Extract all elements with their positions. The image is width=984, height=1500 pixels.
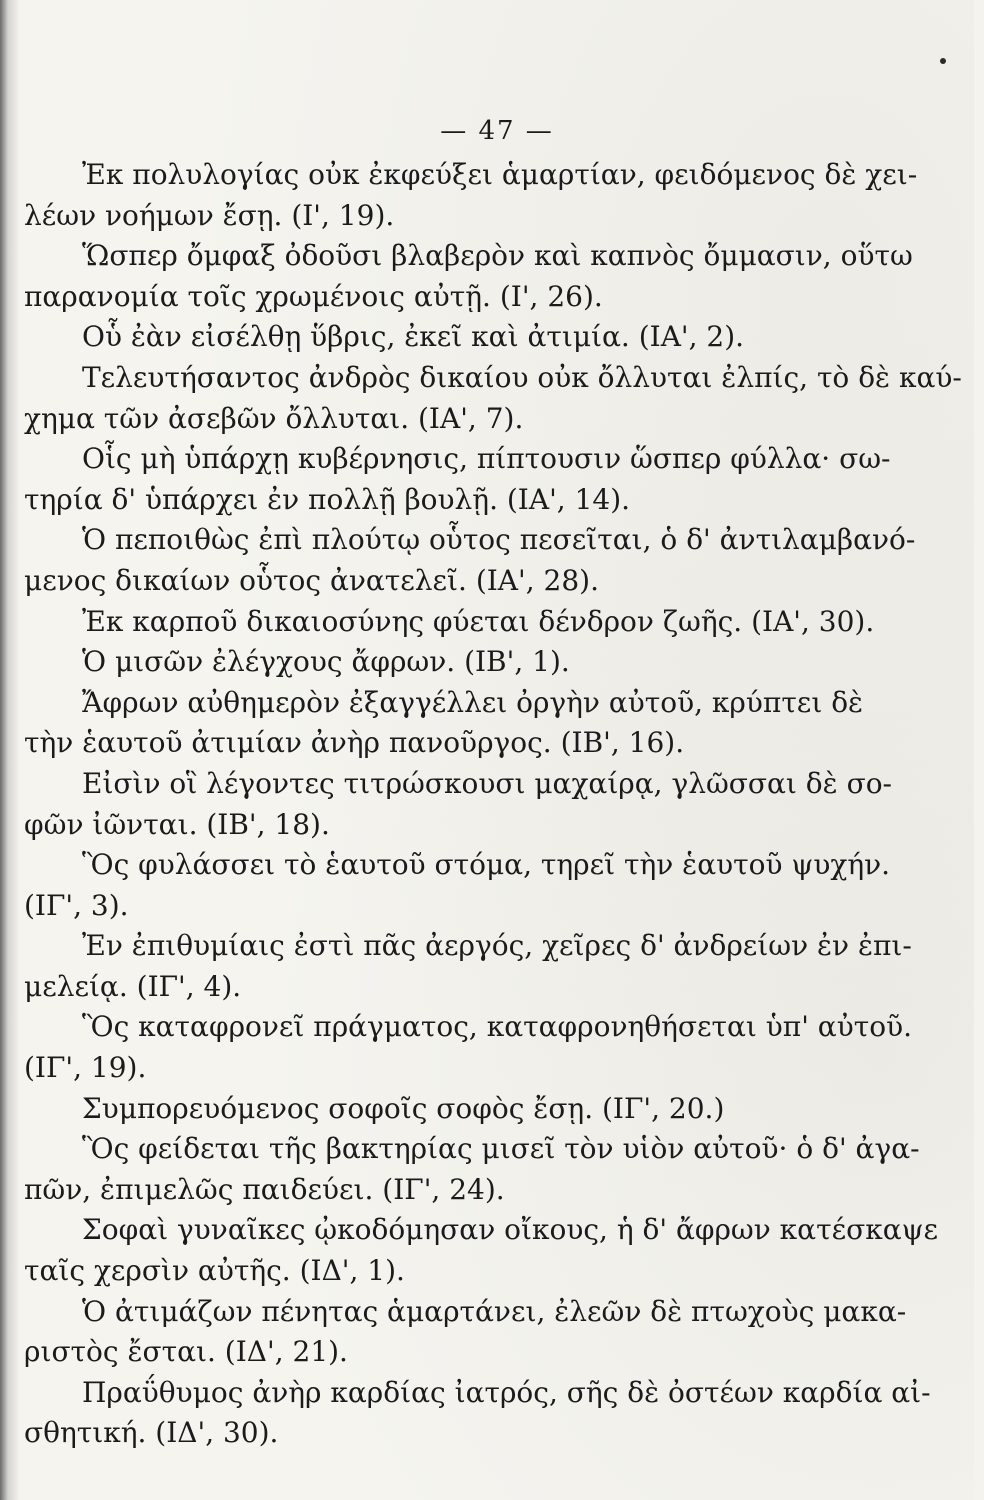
text-line: Ἐκ πολυλογίας οὐκ ἐκφεύξει ἁμαρτίαν, φειδόμενος δὲ χει- (82, 158, 918, 191)
text-line: Ἄφρων αὐθημερὸν ἐξαγγέλλει ὀργὴν αὐτοῦ, κρύπτει δὲ (82, 685, 864, 719)
text-line: ριστὸς ἔσται. (ΙΔ', 21). (24, 1335, 348, 1369)
text-line: (ΙΓ', 19). (24, 1051, 147, 1085)
text-line: ταῖς χερσὶν αὐτῆς. (ΙΔ', 1). (24, 1254, 405, 1288)
text-line: Ἐκ καρποῦ δικαιοσύνης φύεται δένδρον ζωῆς. (ΙΑ', 30). (82, 604, 875, 638)
text-line: (ΙΓ', 3). (24, 888, 129, 922)
text-line: Τελευτήσαντος ἀνδρὸς δικαίου οὐκ ὄλλυται ἐλπίς, τὸ δὲ καύ- (82, 360, 962, 394)
text-line: τὴν ἑαυτοῦ ἀτιμίαν ἀνὴρ πανοῦργος. (ΙΒ', 16). (24, 726, 685, 760)
text-line: πῶν, ἐπιμελῶς παιδεύει. (ΙΓ', 24). (24, 1172, 505, 1206)
text-line: μελείᾳ. (ΙΓ', 4). (24, 969, 242, 1003)
text-line: Οἷς μὴ ὑπάρχῃ κυβέρνησις, πίπτουσιν ὥσπερ φύλλα· σω- (82, 442, 891, 476)
text-line: φῶν ἰῶνται. (ΙΒ', 18). (24, 807, 330, 841)
text-line: Σοφαὶ γυναῖκες ᾠκοδόμησαν οἴκους, ἡ δ' ἄφρων κατέσκαψε (82, 1213, 939, 1247)
text-line: Ὃς φυλάσσει τὸ ἑαυτοῦ στόμα, τηρεῖ τὴν ἑαυτοῦ ψυχήν. (82, 848, 891, 882)
proverbs-text (24, 155, 962, 1454)
text-line: Συμπορευόμενος σοφοῖς σοφὸς ἔσῃ. (ΙΓ', 20.) (82, 1091, 725, 1125)
text-line: Οὗ ἐὰν εἰσέλθῃ ὕβρις, ἐκεῖ καὶ ἀτιμία. (ΙΑ', 2). (82, 320, 745, 354)
page-number: — 47 — (440, 116, 554, 146)
text-line: χημα τῶν ἀσεβῶν ὄλλυται. (ΙΑ', 7). (24, 401, 524, 435)
text-line: παρανομία τοῖς χρωμένοις αὐτῇ. (Ι', 26). (24, 279, 603, 313)
text-line: Ὁ πεποιθὼς ἐπὶ πλούτῳ οὗτος πεσεῖται, ὁ δ' ἀντιλαμβανό- (82, 523, 916, 557)
text-line: Ὁ μισῶν ἐλέγχους ἄφρων. (ΙΒ', 1). (82, 645, 570, 679)
ink-speck (940, 58, 946, 64)
text-line: σθητική. (ΙΔ', 30). (24, 1416, 279, 1450)
text-line: Εἰσὶν οἳ λέγοντες τιτρώσκουσι μαχαίρᾳ, γλῶσσαι δὲ σο- (82, 766, 893, 800)
text-line: Ὃς φείδεται τῆς βακτηρίας μισεῖ τὸν υἱὸν αὐτοῦ· ὁ δ' ἀγα- (82, 1132, 920, 1166)
text-line: λέων νοήμων ἔσῃ. (Ι', 19). (24, 198, 395, 232)
binding-shadow (0, 0, 20, 1500)
text-line: Ἐν ἐπιθυμίαις ἐστὶ πᾶς ἀεργός, χεῖρες δ' ἀνδρείων ἐν ἐπι- (82, 929, 912, 963)
text-line: Ὃς καταφρονεῖ πράγματος, καταφρονηθήσεται ὑπ' αὐτοῦ. (82, 1010, 913, 1044)
text-line: μενος δικαίων οὗτος ἀνατελεῖ. (ΙΑ', 28). (24, 563, 599, 597)
text-line: Ὥσπερ ὄμφαξ ὀδοῦσι βλαβερὸν καὶ καπνὸς ὄμμασιν, οὕτω (82, 239, 913, 273)
text-line: τηρία δ' ὑπάρχει ἐν πολλῇ βουλῇ. (ΙΑ', 14). (24, 482, 631, 516)
text-line: Πραΰθυμος ἀνὴρ καρδίας ἰατρός, σῆς δὲ ὀστέων καρδία αἰ- (82, 1375, 931, 1409)
text-line: Ὁ ἀτιμάζων πένητας ἁμαρτάνει, ἐλεῶν δὲ πτωχοὺς μακα- (82, 1294, 907, 1328)
